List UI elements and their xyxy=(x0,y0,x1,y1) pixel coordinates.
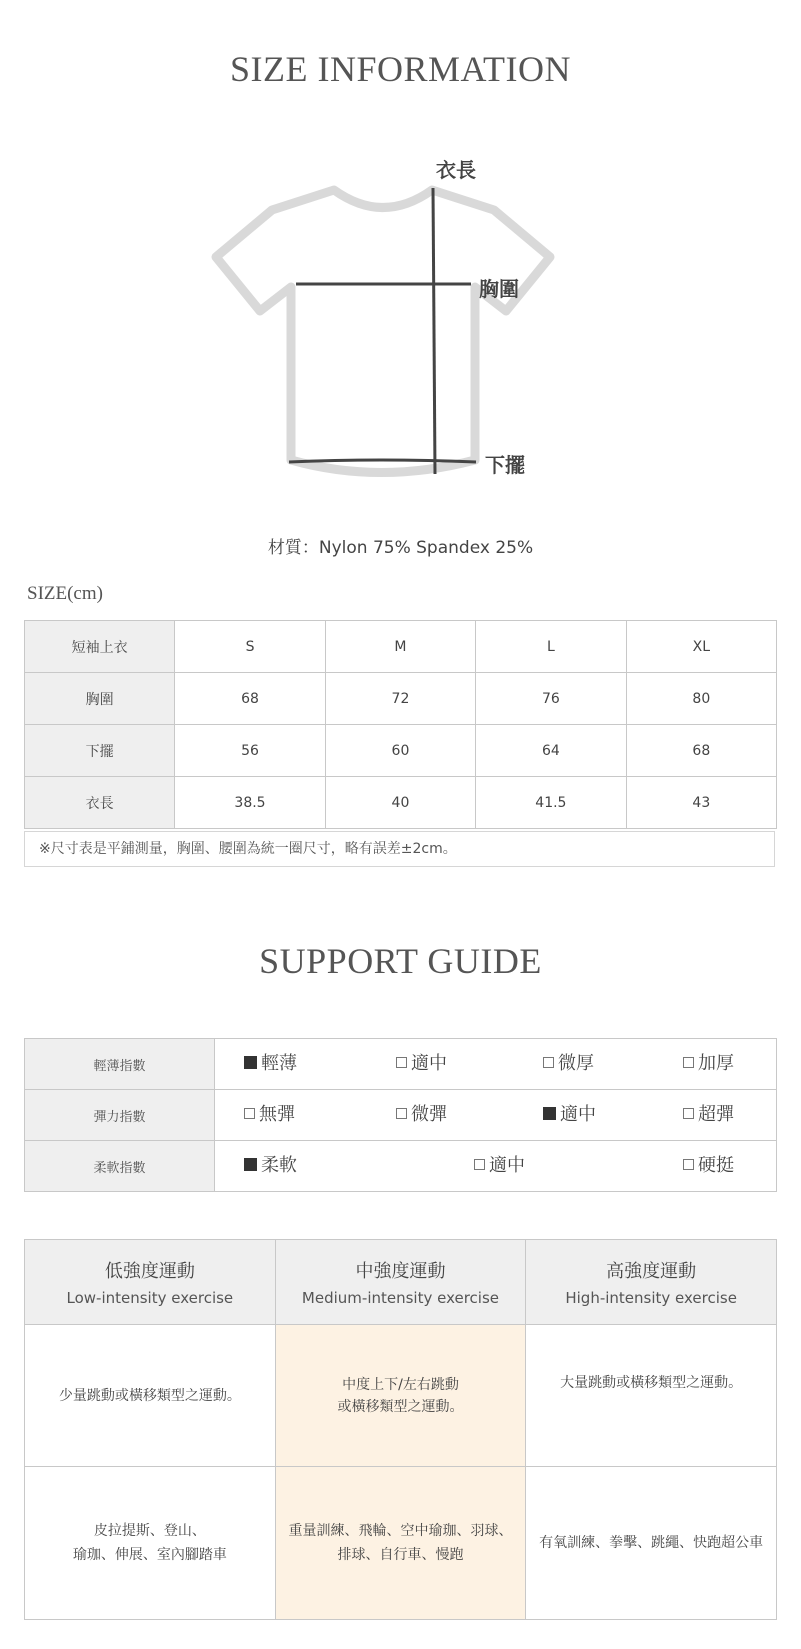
option-item xyxy=(396,1091,447,1139)
option-item xyxy=(543,1091,596,1139)
support-guide-title: SUPPORT GUIDE xyxy=(259,941,542,981)
intensity-title-en: Medium-intensity exercise xyxy=(301,1289,500,1307)
table-cell: 64 xyxy=(476,725,627,777)
table-cell: 56 xyxy=(175,725,326,777)
examples-text: 重量訓練、飛輪、空中瑜珈、羽球、 排球、自行車、慢跑 xyxy=(288,1523,513,1563)
unchecked-box-icon xyxy=(396,1108,407,1119)
options-cell xyxy=(215,1090,777,1141)
description-text: 中度上下/左右跳動 或橫移類型之運動。 xyxy=(337,1376,464,1415)
option-item xyxy=(543,1040,594,1088)
intensity-title-zh: 高強度運動 xyxy=(606,1261,697,1282)
unchecked-box-icon xyxy=(683,1057,694,1068)
unchecked-box-icon xyxy=(474,1159,485,1170)
support-row-thickness xyxy=(25,1039,777,1090)
examples-text: 皮拉提斯、登山、 瑜珈、伸展、室內腳踏車 xyxy=(72,1523,227,1563)
support-row-elasticity xyxy=(25,1090,777,1141)
option-item xyxy=(396,1040,447,1088)
intensity-description-cell xyxy=(275,1325,526,1467)
table-cell: 43 xyxy=(626,777,776,829)
option-label: 適中 xyxy=(560,1104,596,1125)
option-label: 適中 xyxy=(411,1053,447,1074)
unchecked-box-icon xyxy=(683,1159,694,1170)
table-cell: 38.5 xyxy=(175,777,326,829)
table-cell: 68 xyxy=(626,725,776,777)
description-text: 少量跳動或橫移類型之運動。 xyxy=(58,1387,241,1404)
row-label: 柔軟指數 xyxy=(25,1141,215,1192)
intensity-title-zh: 低強度運動 xyxy=(104,1261,195,1282)
unchecked-box-icon xyxy=(543,1057,554,1068)
table-cell: 72 xyxy=(325,673,475,725)
checked-box-icon xyxy=(244,1056,257,1069)
checked-box-icon xyxy=(543,1107,556,1120)
chest-label: 胸圍 xyxy=(479,277,519,301)
option-label: 硬挺 xyxy=(698,1155,734,1176)
option-item xyxy=(244,1040,297,1088)
option-label: 輕薄 xyxy=(261,1053,297,1074)
intensity-examples-cell xyxy=(25,1467,276,1620)
table-header-row xyxy=(25,621,777,673)
option-item xyxy=(683,1040,734,1088)
intensity-header-row xyxy=(25,1240,777,1325)
examples-text: 有氧訓練、拳擊、跳繩、快跑超公車 xyxy=(539,1535,764,1551)
table-header-cell: L xyxy=(476,621,627,673)
size-table xyxy=(24,620,777,829)
table-header-cell: S xyxy=(175,621,326,673)
description-text: 大量跳動或橫移類型之運動。 xyxy=(560,1375,743,1391)
option-label: 微厚 xyxy=(558,1053,594,1074)
table-cell: 76 xyxy=(476,673,627,725)
intensity-examples-row xyxy=(25,1467,777,1620)
support-table xyxy=(24,1038,777,1192)
hem-label: 下擺 xyxy=(485,453,525,477)
intensity-description-cell xyxy=(25,1325,276,1467)
table-cell: 68 xyxy=(175,673,326,725)
table-row xyxy=(25,725,777,777)
length-label: 衣長 xyxy=(436,158,476,182)
size-unit-label: SIZE(cm) xyxy=(27,583,103,604)
option-label: 適中 xyxy=(489,1155,525,1176)
option-label: 柔軟 xyxy=(261,1155,297,1176)
row-label: 彈力指數 xyxy=(25,1090,215,1141)
option-label: 無彈 xyxy=(259,1104,295,1125)
intensity-header-low xyxy=(25,1240,276,1325)
intensity-description-cell xyxy=(526,1325,777,1467)
options-cell xyxy=(215,1141,777,1192)
option-item xyxy=(683,1142,734,1190)
intensity-description-row xyxy=(25,1325,777,1467)
table-row xyxy=(25,673,777,725)
unchecked-box-icon xyxy=(396,1057,407,1068)
row-label: 下擺 xyxy=(25,725,175,777)
size-information-title: SIZE INFORMATION xyxy=(230,49,571,89)
table-cell: 80 xyxy=(626,673,776,725)
option-item xyxy=(244,1142,297,1190)
option-label: 微彈 xyxy=(411,1104,447,1125)
row-label: 胸圍 xyxy=(25,673,175,725)
table-cell: 60 xyxy=(325,725,475,777)
row-label: 衣長 xyxy=(25,777,175,829)
table-cell: 40 xyxy=(325,777,475,829)
row-label: 輕薄指數 xyxy=(25,1039,215,1090)
table-row xyxy=(25,777,777,829)
measurement-note: ※尺寸表是平鋪測量，胸圍、腰圍為統一圈尺寸，略有誤差±2cm。 xyxy=(24,831,775,867)
table-cell: 41.5 xyxy=(476,777,627,829)
checked-box-icon xyxy=(244,1158,257,1171)
option-item xyxy=(244,1091,295,1139)
option-item xyxy=(683,1091,734,1139)
intensity-title-zh: 中強度運動 xyxy=(355,1261,446,1282)
material-text: 材質：Nylon 75% Spandex 25% xyxy=(267,538,534,558)
tshirt-outline-icon xyxy=(190,140,570,490)
unchecked-box-icon xyxy=(683,1108,694,1119)
tshirt-measurement-diagram xyxy=(190,140,570,494)
table-header-cell: XL xyxy=(626,621,776,673)
table-header-cell: M xyxy=(325,621,475,673)
option-label: 超彈 xyxy=(698,1104,734,1125)
intensity-examples-cell xyxy=(275,1467,526,1620)
unchecked-box-icon xyxy=(244,1108,255,1119)
exercise-intensity-table xyxy=(24,1239,777,1620)
intensity-header-high xyxy=(526,1240,777,1325)
intensity-header-medium xyxy=(275,1240,526,1325)
intensity-examples-cell xyxy=(526,1467,777,1620)
intensity-title-en: High-intensity exercise xyxy=(565,1289,737,1307)
table-header-cell: 短袖上衣 xyxy=(25,621,175,673)
option-item xyxy=(474,1142,525,1190)
options-cell xyxy=(215,1039,777,1090)
option-label: 加厚 xyxy=(698,1053,734,1074)
support-row-softness xyxy=(25,1141,777,1192)
intensity-title-en: Low-intensity exercise xyxy=(66,1289,234,1307)
